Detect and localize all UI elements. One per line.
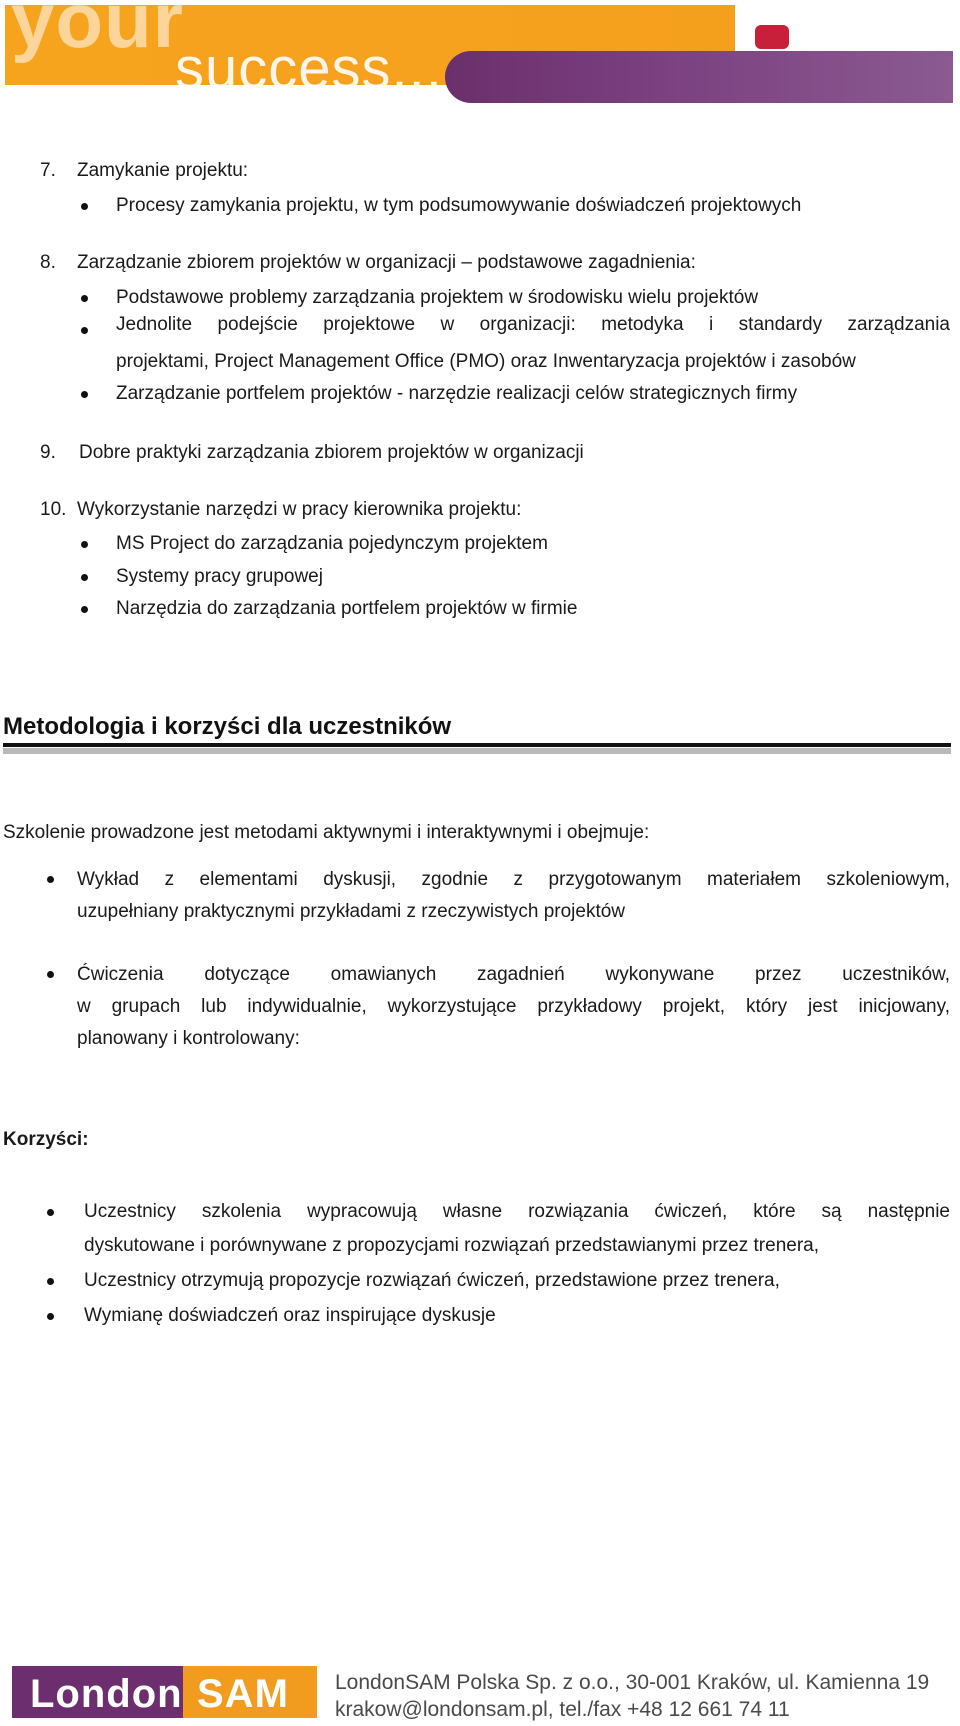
footer-logo-sam: SAM: [197, 1672, 289, 1716]
footer-logo: [12, 1666, 317, 1718]
list-item-continuation: dyskutowane i porównywane z propozycjami rozwiązań przedstawianymi przez trenera,: [84, 1235, 819, 1256]
list-title-7: Zamykanie projektu:: [77, 160, 249, 181]
list-title-9: Dobre praktyki zarządzania zbiorem projektów w organizacji: [79, 442, 584, 463]
list-number-10: 10.: [40, 499, 67, 520]
bullet-icon: [81, 295, 88, 302]
bullet-icon: [47, 1313, 54, 1320]
list-title-10: Wykorzystanie narzędzi w pracy kierownika projektu:: [77, 499, 522, 520]
list-item-continuation: uzupełniany praktycznymi przykładami z rzeczywistych projektów: [77, 901, 626, 922]
banner-logo-success: success...: [175, 36, 443, 101]
list-item: MS Project do zarządzania pojedynczym projektem: [116, 533, 548, 554]
list-item: Zarządzanie portfelem projektów - narzędzie realizacji celów strategicznych firmy: [116, 383, 798, 404]
section-heading-methodology: Metodologia i korzyści dla uczestników: [3, 713, 452, 740]
bullet-icon: [47, 971, 54, 978]
heading-rule-shadow: [3, 748, 951, 754]
banner-purple-band: [445, 51, 953, 103]
footer-address: LondonSAM Polska Sp. z o.o., 30-001 Kraków, ul. Kamienna 19: [335, 1671, 930, 1694]
list-item-continuation: projektami, Project Management Office (PMO) oraz Inwentaryzacja projektów i zasobów: [116, 351, 856, 372]
bullet-icon: [47, 1278, 54, 1285]
footer-contact: krakow@londonsam.pl, tel./fax +48 12 661 74 11: [335, 1698, 790, 1721]
bullet-icon: [81, 606, 88, 613]
list-item: Systemy pracy grupowej: [116, 566, 323, 587]
heading-rule: [3, 743, 951, 747]
methodology-intro: Szkolenie prowadzone jest metodami aktywnymi i interaktywnymi i obejmuje:: [3, 822, 650, 843]
list-item: Uczestnicy szkolenia wypracowują własne rozwiązania ćwiczeń, które są następnie: [84, 1201, 950, 1222]
bullet-icon: [81, 391, 88, 398]
list-item: Uczestnicy otrzymują propozycje rozwiązań ćwiczeń, przedstawione przez trenera,: [84, 1270, 780, 1291]
list-item: Procesy zamykania projektu, w tym podsumowywanie doświadczeń projektowych: [116, 195, 802, 216]
section-heading-benefits: Korzyści:: [3, 1129, 89, 1150]
list-number-9: 9.: [40, 442, 56, 463]
list-item-continuation: w grupach lub indywidualnie, wykorzystujące przykładowy projekt, który jest inicjowany,: [77, 996, 950, 1017]
banner-logo-your: your: [11, 5, 185, 64]
bullet-icon: [81, 541, 88, 548]
list-item: Wymianę doświadczeń oraz inspirujące dyskusje: [84, 1305, 496, 1326]
bullet-icon: [81, 574, 88, 581]
bullet-icon: [47, 876, 54, 883]
bullet-icon: [81, 203, 88, 210]
list-item: Ćwiczenia dotyczące omawianych zagadnień wykonywane przez uczestników,: [77, 964, 950, 985]
bullet-icon: [81, 327, 88, 334]
list-number-7: 7.: [40, 160, 56, 181]
bullet-icon: [47, 1209, 54, 1216]
footer-logo-london: London: [30, 1672, 183, 1716]
header-banner: [5, 5, 953, 103]
list-title-8: Zarządzanie zbiorem projektów w organizacji – podstawowe zagadnienia:: [77, 252, 696, 273]
list-item: Jednolite podejście projektowe w organizacji: metodyka i standardy zarządzania: [116, 314, 950, 335]
list-item-continuation: planowany i kontrolowany:: [77, 1028, 300, 1049]
list-number-8: 8.: [40, 252, 56, 273]
list-item: Narzędzia do zarządzania portfelem projektów w firmie: [116, 598, 578, 619]
list-item: Podstawowe problemy zarządzania projektem w środowisku wielu projektów: [116, 287, 759, 308]
banner-red-square: [755, 25, 789, 49]
list-item: Wykład z elementami dyskusji, zgodnie z przygotowanym materiałem szkoleniowym,: [77, 869, 950, 890]
